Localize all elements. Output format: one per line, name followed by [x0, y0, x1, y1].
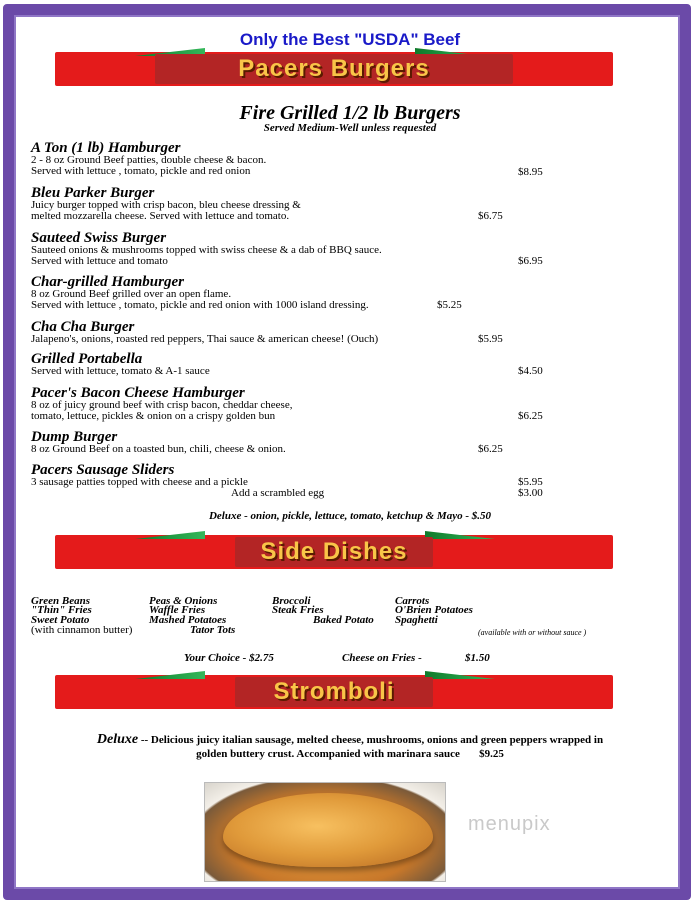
item-price: $4.50 [518, 365, 543, 377]
side-item: O'Brien Potatoes [395, 604, 473, 616]
item-name: Pacer's Bacon Cheese Hamburger [31, 385, 245, 401]
item-name: Cha Cha Burger [31, 319, 135, 335]
sides-banner-title: Side Dishes [260, 538, 408, 565]
item-price: $8.95 [518, 166, 543, 178]
stromboli-price: $9.25 [479, 748, 504, 760]
item-desc: Jalapeno's, onions, roasted red peppers, Thai sauce & american cheese! (Ouch) [31, 333, 379, 345]
stromboli-banner [55, 675, 613, 709]
menu-item [31, 275, 591, 311]
side-item: Mashed Potatoes [149, 614, 227, 626]
cheese-fries-price: $1.50 [465, 652, 490, 664]
side-item: Spaghetti [395, 614, 438, 626]
item-price: $5.25 [437, 299, 462, 311]
item-name: Sauteed Swiss Burger [31, 230, 167, 246]
item-desc: 8 oz of juicy ground beef with crisp bacon, cheddar cheese, [31, 399, 293, 411]
menu-item [31, 463, 571, 488]
stromboli-line2: golden buttery crust. Accompanied with marinara sauce [196, 748, 460, 760]
item-name: A Ton (1 lb) Hamburger [31, 140, 181, 156]
side-choice-price: Your Choice - $2.75 [184, 652, 274, 664]
deluxe-note: Deluxe - onion, pickle, lettuce, tomato, ketchup & Mayo - $.50 [208, 510, 491, 522]
stromboli-line1: -- Delicious juicy italian sausage, melted cheese, mushrooms, onions and green peppers wrapped in [138, 734, 604, 746]
burgers-banner-title: Pacers Burgers [238, 55, 430, 82]
burgers-banner [55, 52, 613, 86]
item-desc: Served with lettuce , tomato, pickle and red onion [31, 165, 251, 177]
item-name: Grilled Portabella [31, 351, 143, 367]
sides-banner [55, 535, 613, 569]
side-item: Carrots [395, 595, 430, 607]
menu-item [31, 352, 571, 377]
item-name: Dump Burger [31, 429, 118, 445]
calzone-image [223, 793, 433, 867]
item-name: Pacers Sausage Sliders [31, 462, 175, 478]
item-desc: Served with lettuce , tomato, pickle and red onion with 1000 island dressing. [31, 299, 369, 311]
stromboli-banner-title: Stromboli [273, 678, 395, 705]
item-desc: 2 - 8 oz Ground Beef patties, double cheese & bacon. [31, 154, 267, 166]
side-item: Sweet Potato [31, 614, 90, 626]
item-price: $6.25 [518, 410, 543, 422]
item-price: $6.25 [478, 443, 503, 455]
item-addon-price: $3.00 [518, 487, 543, 499]
item-desc: Sauteed onions & mushrooms topped with swiss cheese & a dab of BBQ sauce. [31, 244, 382, 256]
side-item: Peas & Onions [149, 595, 218, 607]
item-desc: Juicy burger topped with crisp bacon, bleu cheese dressing & [31, 199, 301, 211]
stromboli-description [40, 733, 660, 761]
side-item: Waffle Fries [149, 604, 206, 616]
burgers-heading: Fire Grilled 1/2 lb Burgers [239, 102, 461, 124]
side-item: Baked Potato [313, 614, 374, 626]
item-desc: 3 sausage patties topped with cheese and a pickle [31, 476, 248, 488]
menu-item [31, 386, 571, 422]
menu-item [31, 231, 571, 267]
stromboli-photo [204, 782, 446, 882]
burgers-subheading: Served Medium-Well unless requested [263, 122, 437, 134]
item-price: $5.95 [478, 333, 503, 345]
item-price: $6.75 [478, 210, 503, 222]
item-desc: melted mozzarella cheese. Served with lettuce and tomato. [31, 210, 290, 222]
side-item: Steak Fries [272, 604, 324, 616]
item-desc: tomato, lettuce, pickles & onion on a crispy golden bun [31, 410, 276, 422]
item-desc: 8 oz Ground Beef grilled over an open flame. [31, 288, 232, 300]
stromboli-deluxe-label: Deluxe [96, 732, 139, 747]
item-addon: Add a scrambled egg [231, 487, 325, 499]
item-desc: 8 oz Ground Beef on a toasted bun, chili, cheese & onion. [31, 443, 286, 455]
side-item: Broccoli [272, 595, 311, 607]
item-desc: Served with lettuce, tomato & A-1 sauce [31, 365, 210, 377]
sauce-note: (available with or without sauce ) [478, 628, 587, 637]
side-item: Green Beans [31, 595, 90, 607]
item-desc: Served with lettuce and tomato [31, 255, 168, 267]
menu-item [31, 141, 571, 177]
menupix-watermark: menupix [468, 813, 551, 835]
item-name: Bleu Parker Burger [31, 185, 155, 201]
cheese-fries-label: Cheese on Fries - [342, 652, 422, 664]
item-name: Char-grilled Hamburger [31, 274, 184, 290]
side-item: (with cinnamon butter) [31, 624, 133, 636]
usda-tagline: Only the Best "USDA" Beef [239, 30, 461, 49]
side-item: "Thin" Fries [31, 604, 92, 616]
item-price: $5.95 [518, 476, 543, 488]
item-price: $6.95 [518, 255, 543, 267]
side-item: Tator Tots [190, 624, 236, 636]
